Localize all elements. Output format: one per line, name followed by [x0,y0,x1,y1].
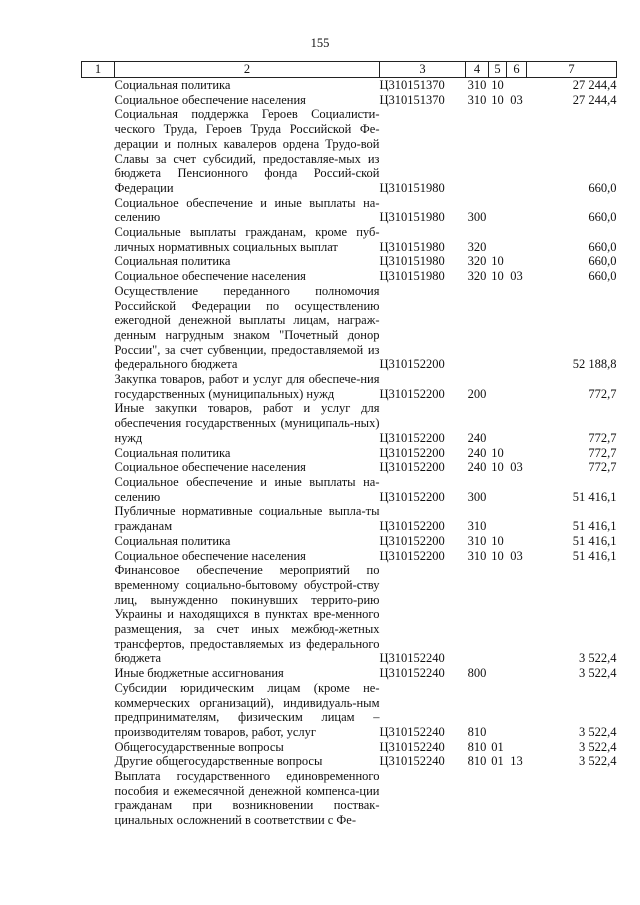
subsection-code: 13 [510,754,523,769]
expense-type-code [466,769,489,828]
section-code [489,372,507,401]
expense-name: Социальная политика [114,78,231,92]
header-row [82,62,617,78]
expense-name: Социальная политика [114,254,231,269]
section-code: 10 [491,269,504,284]
expense-name: Иные бюджетные ассигнования [114,666,284,681]
subsection-code: 03 [510,460,523,475]
target-article-code: Ц310152200 [379,386,445,401]
row-number-cell [82,681,115,740]
subsection-code: 03 [510,92,523,107]
target-article-code: Ц310151980 [379,239,445,254]
amount: 772,7 [588,445,617,460]
row-number-cell [82,754,115,769]
row-number-cell [82,769,115,828]
section-code [489,401,507,445]
subsection-code [507,372,527,401]
target-article-code: Ц310152200 [379,519,445,534]
target-article-code: Ц310151980 [379,210,445,225]
amount: 660,0 [588,254,617,269]
table-row [82,475,617,504]
amount: 51 416,1 [572,533,617,548]
subsection-code [507,284,527,372]
row-number-cell [82,534,115,549]
amount: 3 522,4 [579,754,617,769]
expense-name: Социальная политика [114,533,231,548]
amount: 27 244,4 [572,92,617,107]
amount: 772,7 [588,430,617,445]
header-col-5: 5 [489,62,507,78]
expense-type-code: 240 [467,445,487,460]
row-number-cell [82,78,115,93]
subsection-code [507,563,527,666]
expense-type-code: 310 [467,548,487,563]
expense-name: Социальная поддержка Героев Социалисти-ческого Труда, Героев Труда Российской Фе-дерации и полных кавалеров ордена Трудо-вой Славы за счет субсидий, предоставляе-мых из бюджета Пенсионного фонда Россий-ской Федерации [114,107,380,195]
expense-name: Осуществление переданного полномочия Российской Федерации по осуществлению ежегодной денежной выплаты лицам, награж-денным нагрудным знаком "Почетный донор России", за счет субвенции, предоставляемой из федерального бюджета [114,283,380,372]
row-number-cell [82,740,115,755]
section-code [489,681,507,740]
target-article-code: Ц310152200 [379,430,445,445]
amount: 51 416,1 [572,548,617,563]
amount: 3 522,4 [579,651,617,666]
amount [527,769,617,828]
amount: 772,7 [588,386,617,401]
row-number-cell [82,666,115,681]
expense-name: Социальное обеспечение и иные выплаты на-селению [114,195,380,225]
target-article-code: Ц310152200 [379,548,445,563]
expense-type-code: 320 [467,269,487,284]
target-article-code: Ц310152240 [379,666,445,681]
target-article-code: Ц310152200 [379,489,445,504]
expense-name: Социальное обеспечение населения [114,548,306,563]
subsection-code [507,446,527,461]
target-article-code: Ц310151980 [379,180,445,195]
table-row [82,754,617,769]
expense-name: Иные закупки товаров, работ и услуг для обеспечения государственных (муниципаль-ных) нужд [114,401,380,445]
amount: 3 522,4 [579,666,617,681]
row-number-cell [82,460,115,475]
expense-name: Закупка товаров, работ и услуг для обеспече-ния государственных (муниципальных) нужд [114,372,380,401]
table-row [82,666,617,681]
target-article-code: Ц310152200 [379,460,445,475]
expense-name: Социальное обеспечение населения [114,460,306,475]
table-row [82,372,617,401]
expense-type-code: 300 [467,210,487,225]
expense-type-code [466,563,489,666]
amount: 660,0 [588,269,617,284]
subsection-code [507,681,527,740]
amount: 660,0 [588,210,617,225]
subsection-code [507,225,527,254]
subsection-code [507,769,527,828]
expense-name: Социальная политика [114,445,231,460]
target-article-code: Ц310151980 [379,254,445,269]
section-code: 01 [491,739,504,754]
subsection-code [507,475,527,504]
section-code [489,196,507,225]
section-code: 10 [491,254,504,269]
expense-type-code: 310 [467,92,487,107]
table-row [82,681,617,740]
expense-type-code [466,107,489,195]
expense-name: Другие общегосударственные вопросы [114,754,323,769]
amount: 27 244,4 [572,78,617,92]
section-code [489,475,507,504]
subsection-code [507,740,527,755]
target-article-code: Ц310152240 [379,739,445,754]
row-number-cell [82,446,115,461]
target-article-code: Ц310152200 [379,357,445,372]
target-article-code: Ц310151370 [379,92,445,107]
amount: 660,0 [588,239,617,254]
header-col-3: 3 [380,62,466,78]
expense-type-code: 810 [467,754,487,769]
row-number-cell [82,254,115,269]
section-code [489,769,507,828]
amount: 3 522,4 [579,724,617,739]
subsection-code [507,534,527,549]
table-row [82,401,617,445]
subsection-code [507,401,527,445]
expense-name: Социальное обеспечение населения [114,269,306,284]
section-code [489,666,507,681]
table-row [82,769,617,828]
header-col-7: 7 [527,62,617,78]
expense-type-code: 240 [467,430,487,445]
expense-type-code: 310 [467,78,487,92]
expense-type-code: 310 [467,519,487,534]
expense-type-code: 810 [467,739,487,754]
expense-name: Выплата государственного единовременного пособия и ежемесячной денежной компенса-ции гражданам при возникновении поствак-цинальных осложнений в соответствии с Фе- [114,769,380,828]
amount: 660,0 [588,180,617,195]
expense-name: Финансовое обеспечение мероприятий по временному социально-бытовому обустрой-ству лиц, вынужденно покинувших террито-рию Украины и находящихся в пунктах вре-менного размещения, за счет иных межбюд-жетных трансфертов, предоставляемых из федерального бюджета [114,563,380,666]
target-article-code: Ц310152200 [379,445,445,460]
subsection-code: 03 [510,548,523,563]
section-code: 10 [491,548,504,563]
row-number-cell [82,372,115,401]
row-number-cell [82,504,115,533]
expense-name: Общегосударственные вопросы [114,739,284,754]
page-number: 155 [310,36,330,50]
section-code: 10 [491,92,504,107]
section-code: 10 [491,460,504,475]
subsection-code [507,254,527,269]
expense-name: Публичные нормативные социальные выпла-ты гражданам [114,504,380,534]
table-row [82,78,617,93]
expense-type-code: 320 [467,254,487,269]
budget-table [81,61,617,828]
table-row [82,107,617,195]
section-code [489,504,507,533]
section-code [489,225,507,254]
table-row [82,284,617,372]
table-row [82,446,617,461]
header-col-4: 4 [466,62,489,78]
amount: 51 416,1 [572,489,617,504]
subsection-code: 03 [510,269,523,284]
target-article-code: Ц310152200 [379,533,445,548]
expense-name: Социальное обеспечение населения [114,92,306,107]
header-col-2: 2 [115,62,380,78]
table-row [82,196,617,225]
table-row [82,225,617,254]
amount: 52 188,8 [572,357,617,372]
subsection-code [507,107,527,195]
table-row [82,269,617,284]
header-col-6: 6 [507,62,527,78]
expense-name: Социальные выплаты гражданам, кроме пуб-личных нормативных социальных выплат [114,225,380,254]
expense-type-code [466,284,489,372]
row-number-cell [82,401,115,445]
row-number-cell [82,269,115,284]
row-number-cell [82,563,115,666]
expense-type-code: 310 [467,533,487,548]
expense-type-code: 800 [467,666,487,681]
row-number-cell [82,284,115,372]
amount: 3 522,4 [579,739,617,754]
expense-type-code: 240 [467,460,487,475]
amount: 772,7 [588,460,617,475]
table-row [82,740,617,755]
header-col-1: 1 [82,62,115,78]
target-article-code [380,769,466,828]
table-row [82,549,617,564]
section-code [489,107,507,195]
row-number-cell [82,196,115,225]
table-row [82,460,617,475]
row-number-cell [82,93,115,108]
target-article-code: Ц310152240 [379,651,445,666]
subsection-code [507,666,527,681]
subsection-code [507,196,527,225]
table-row [82,254,617,269]
target-article-code: Ц310152240 [379,724,445,739]
row-number-cell [82,107,115,195]
expense-type-code: 320 [467,239,487,254]
section-code [489,284,507,372]
section-code: 10 [491,533,504,548]
expense-type-code: 200 [467,386,487,401]
subsection-code [507,78,527,93]
row-number-cell [82,475,115,504]
row-number-cell [82,549,115,564]
subsection-code [507,504,527,533]
table-row [82,534,617,549]
section-code: 01 [491,754,504,769]
expense-name: Социальное обеспечение и иные выплаты на-селению [114,474,380,504]
row-number-cell [82,225,115,254]
target-article-code: Ц310151980 [379,269,445,284]
expense-type-code: 300 [467,489,487,504]
section-code [489,563,507,666]
table-body [82,78,617,828]
target-article-code: Ц310152240 [379,754,445,769]
expense-name: Субсидии юридическим лицам (кроме не-коммерческих организаций), индивидуаль-ным предпринимателям, физическим лицам – производителям товаров, работ, услуг [114,680,380,739]
target-article-code: Ц310151370 [379,78,445,92]
amount: 51 416,1 [572,519,617,534]
table-row [82,504,617,533]
expense-type-code: 810 [467,724,487,739]
table-row [82,93,617,108]
section-code: 10 [491,78,504,92]
section-code: 10 [491,445,504,460]
table-row [82,563,617,666]
